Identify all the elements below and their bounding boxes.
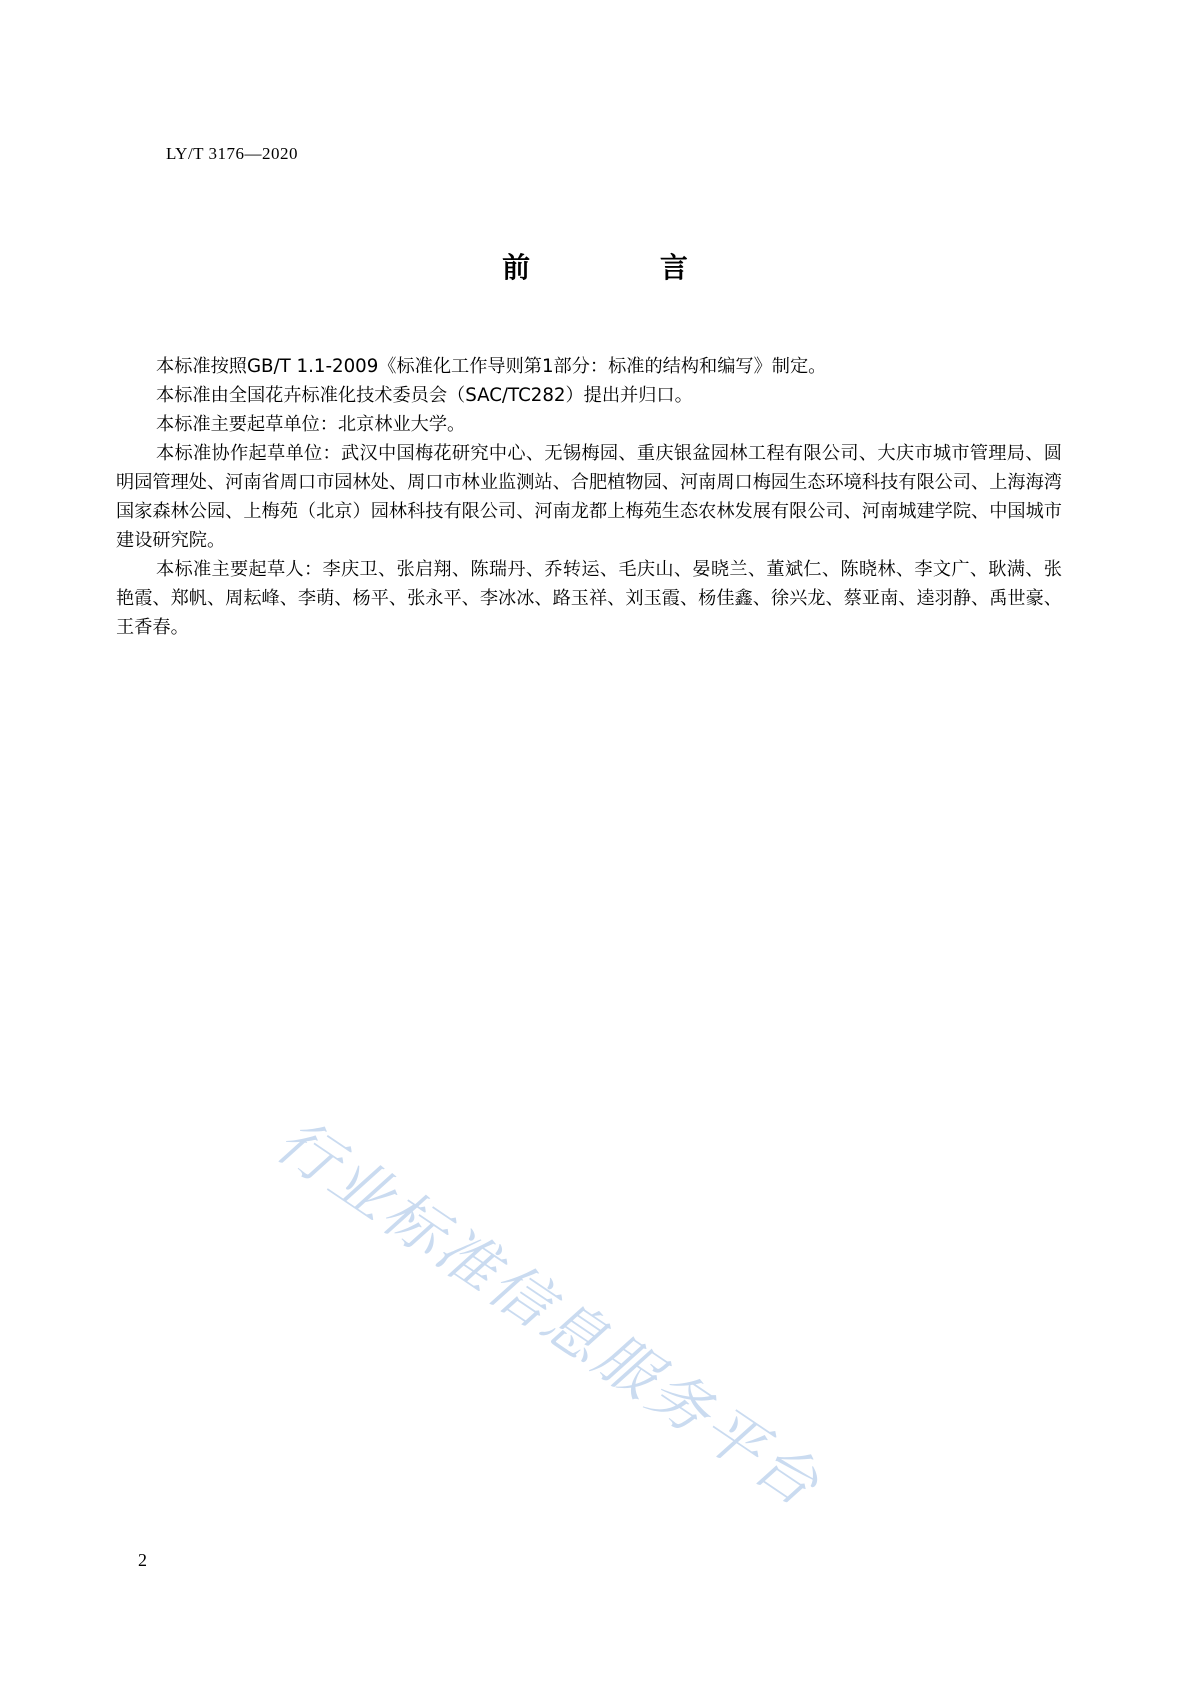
paragraph-proposer: 本标准由全国花卉标准化技术委员会（SAC/TC282）提出并归口。 xyxy=(156,385,693,406)
document-code: LY/T 3176—2020 xyxy=(166,144,299,163)
watermark: 行业标准信息服务平台 xyxy=(263,1105,834,1522)
paragraph-cooperating-units: 本标准协作起草单位：武汉中国梅花研究中心、无锡梅园、重庆银盆园林工程有限公司、大庆市城市管理局、圆明园管理处、河南省周口市园林处、周口市林业监测站、合肥植物园、河南周口梅园生态环境科技有限公司、上海海湾国家森林公园、上梅苑（北京）园林科技有限公司、河南龙都上梅苑生态农林发展有限公司、河南城建学院、中国城市建设研究院。 xyxy=(116,443,1062,551)
paragraph-main-drafters: 本标准主要起草人：李庆卫、张启翔、陈瑞丹、乔转运、毛庆山、晏晓兰、董斌仁、陈晓林、李文广、耿满、张艳霞、郑帆、周耘峰、李萌、杨平、张永平、李冰冰、路玉祥、刘玉霞、杨佳鑫、徐兴龙、蔡亚南、逵羽静、禹世豪、王香春。 xyxy=(116,559,1062,638)
paragraph-main-drafting-unit: 本标准主要起草单位：北京林业大学。 xyxy=(156,414,466,435)
page-title: 前 言 xyxy=(502,251,748,284)
paragraph-standard-basis: 本标准按照GB/T 1.1-2009《标准化工作导则第1部分：标准的结构和编写》制定。 xyxy=(156,356,827,377)
preface-body xyxy=(116,352,1062,642)
page-number: 2 xyxy=(138,1550,147,1570)
